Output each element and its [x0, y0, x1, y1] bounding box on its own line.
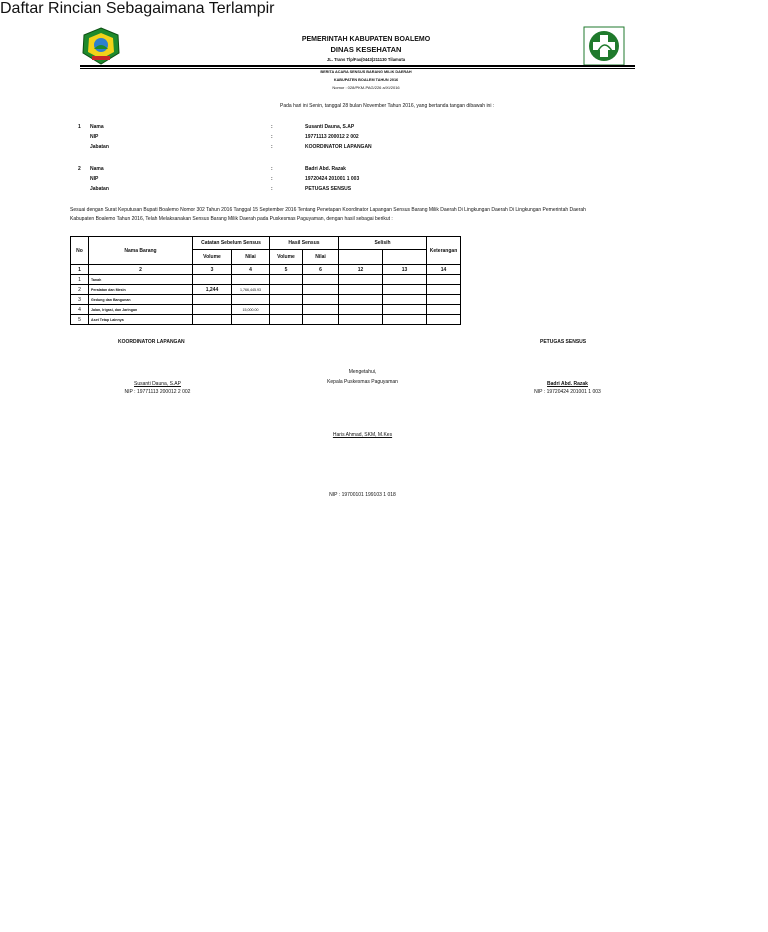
value-nip: 19720424 201001 1 003 [305, 176, 360, 182]
person-number: 2 [78, 166, 81, 172]
row-volume [193, 275, 232, 285]
row-no: 3 [71, 295, 89, 305]
colon: : [271, 144, 273, 150]
header-government: PEMERINTAH KABUPATEN BOALEMO [301, 36, 431, 43]
signature-right-nip: NIP : 19720424 201001 1 003 [534, 389, 601, 395]
head-title: Kepala Puskesmas Paguyaman [327, 379, 398, 385]
column-number: 3 [193, 265, 232, 275]
head-nip: NIP : 19700101 199103 1 018 [329, 492, 396, 498]
signature-right-name: Badri Abd. Razak [547, 381, 588, 387]
header-selisih: Selisih [339, 237, 427, 250]
label-nama: Nama [90, 124, 104, 130]
header-office: DINAS KESEHATAN [330, 45, 402, 54]
column-number: 14 [427, 265, 461, 275]
signature-left-nip: NIP : 19771113 200012 2 002 [124, 389, 191, 395]
label-jabatan: Jabatan [90, 186, 109, 192]
header-address: JL. Trans Tlp/Fax(0443)211130 Tilamuta [326, 57, 406, 62]
coordinator-title: KOORDINATOR LAPANGAN [118, 339, 185, 345]
row-nilai [232, 295, 270, 305]
colon: : [271, 186, 273, 192]
colon: : [271, 124, 273, 130]
row-nilai [232, 315, 270, 325]
value-nama: Susanti Dauna, S.AP [305, 124, 355, 130]
document-title: BERITA ACARA SENSUS BARANG MILIK DAERAH [320, 70, 412, 74]
asset-census-table [70, 236, 461, 325]
table-row [71, 315, 461, 325]
table-row [71, 305, 461, 315]
document-subtitle: KABUPATEN BOALEM TAHUN 2016 [333, 78, 399, 82]
header-empty [383, 250, 427, 265]
signature-left-name: Susanti Dauna, S.AP [134, 381, 181, 387]
colon: : [271, 134, 273, 140]
row-nama: Gedung dan Bangunan [89, 295, 193, 305]
column-number: 1 [71, 265, 89, 275]
officer-title: PETUGAS SENSUS [540, 339, 587, 345]
row-no: 1 [71, 275, 89, 285]
row-nama: Jalan, Irigasi, dan Jaringan [89, 305, 193, 315]
person-number: 1 [78, 124, 81, 130]
column-number: 6 [303, 265, 339, 275]
row-nama: Peralatan dan Mesin [89, 285, 193, 295]
row-nilai: 15,000.00 [232, 305, 270, 315]
document-number: Nomor : 028/PKM-PAG/226 a/XI/2016 [332, 85, 400, 90]
row-no: 5 [71, 315, 89, 325]
column-number: 2 [89, 265, 193, 275]
acknowledged-label: Mengetahui, [348, 369, 377, 375]
row-nilai: 1,766,445.93 [232, 285, 270, 295]
header-nilai: Nilai [232, 250, 270, 265]
colon: : [271, 166, 273, 172]
label-nip: NIP [90, 134, 99, 140]
row-no: 4 [71, 305, 89, 315]
header-rule-thin [80, 68, 635, 69]
table-row [71, 285, 461, 295]
row-volume [193, 295, 232, 305]
opening-statement: Pada hari ini Senin, tanggal 28 bulan November Tahun 2016, yang bertanda tangan dibawah ini : [280, 103, 495, 109]
header-nilai: Nilai [303, 250, 339, 265]
header-volume: Volume [193, 250, 232, 265]
label-nama: Nama [90, 166, 104, 172]
table-row [71, 295, 461, 305]
value-nip: 19771113 200012 2 002 [305, 134, 359, 140]
label-jabatan: Jabatan [90, 144, 109, 150]
row-no: 2 [71, 285, 89, 295]
column-number: 12 [339, 265, 383, 275]
value-jabatan: PETUGAS SENSUS [305, 186, 352, 192]
head-name: Haris Ahmad, SKM, M.Kes [332, 432, 393, 438]
row-nilai [232, 275, 270, 285]
attachment-note: Daftar Rincian Sebagaimana Terlampir [0, 0, 275, 17]
row-nama: Tanah [89, 275, 193, 285]
header-keterangan: Keterangan [427, 237, 461, 265]
header-rule-thick [80, 65, 635, 67]
decree-paragraph: Sesuai dengan Surat Keputusan Bupati Boalemo Nomor 302 Tahun 2016 Tanggal 15 September 2016 Tentang Penetapan Koordinator Lapangan Sensus Barang Milik Daerah Di Lingkungan Daerah Di Lingkungan Pemerintah Daerah Kabupaten Boalemo Tahun 2016, Telah Melaksanakan Sensus Barang Milik Daerah pada Puskesmas Paguyaman, dengan hasil sebagai berikut : [70, 207, 586, 222]
row-volume [193, 305, 232, 315]
table-row [71, 275, 461, 285]
colon: : [271, 176, 273, 182]
header-catatan: Catatan Sebelum Sensus [193, 237, 270, 250]
header-empty [339, 250, 383, 265]
health-office-logo-icon [583, 26, 625, 66]
header-nama-barang: Nama Barang [89, 237, 193, 265]
row-volume [193, 315, 232, 325]
column-number: 13 [383, 265, 427, 275]
label-nip: NIP [90, 176, 99, 182]
column-number: 5 [270, 265, 303, 275]
value-jabatan: KOORDINATOR LAPANGAN [305, 144, 372, 150]
header-no: No [71, 237, 89, 265]
column-number: 4 [232, 265, 270, 275]
header-volume: Volume [270, 250, 303, 265]
regency-emblem-icon [80, 27, 122, 65]
value-nama: Badri Abd. Razak [305, 166, 346, 172]
row-volume: 1,244 [193, 285, 232, 295]
header-hasil: Hasil Sensus [270, 237, 339, 250]
row-nama: Aset Tetap Lainnya [89, 315, 193, 325]
